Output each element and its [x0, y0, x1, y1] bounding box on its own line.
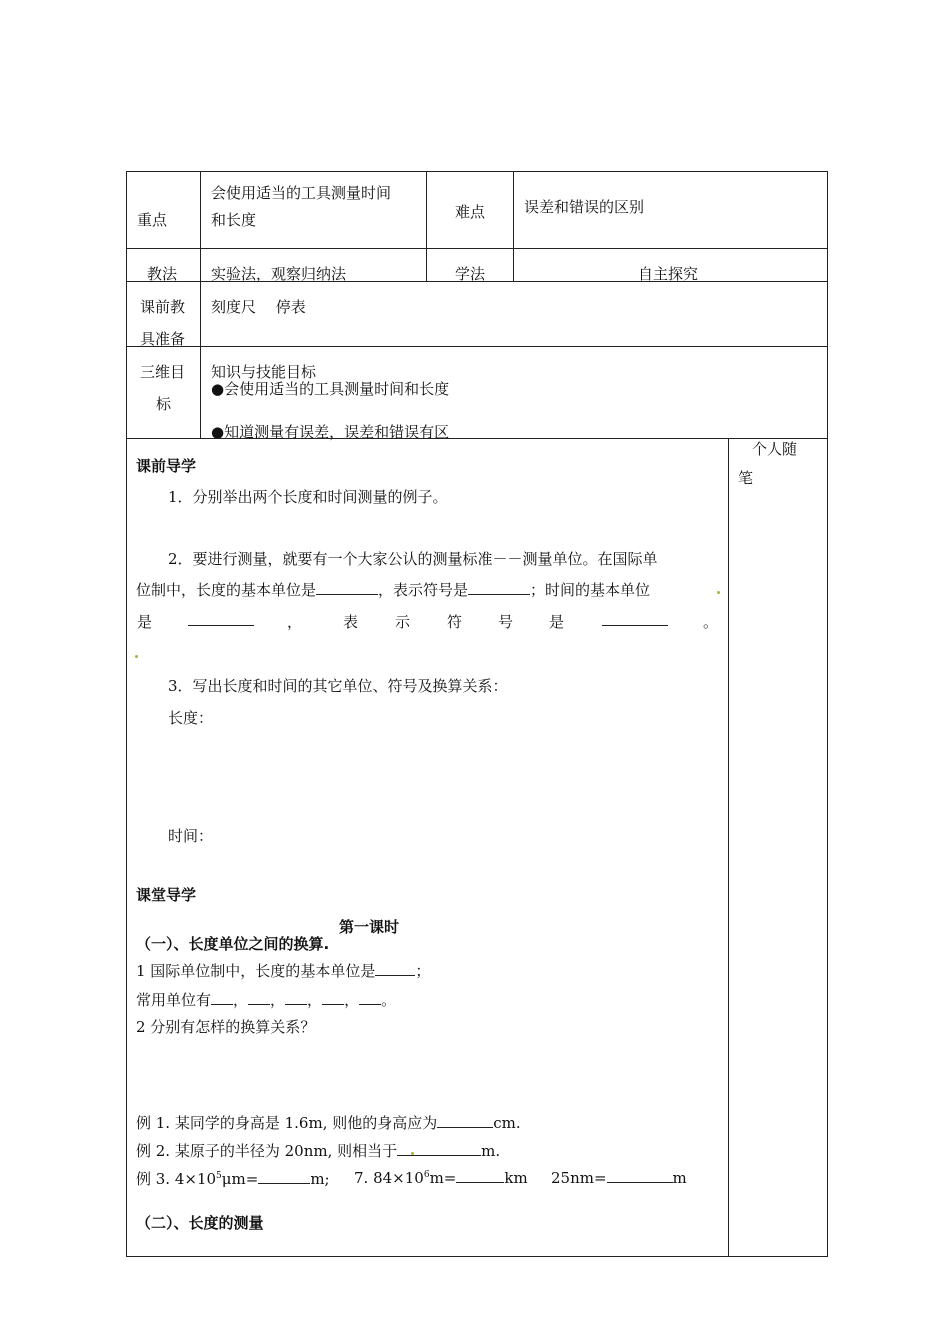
length-label: 长度：	[168, 709, 214, 727]
example-2: 例 2. 某原子的半径为 20nm, 则相当于 m.	[136, 1142, 501, 1160]
study-value: 自主探究	[638, 265, 699, 283]
goals-label-line2: 标	[156, 395, 172, 413]
lesson-title: 第一课时	[339, 918, 400, 936]
col-divider-mid1	[426, 171, 427, 281]
method-label: 教法	[147, 265, 178, 283]
notes-label-line2: 笔	[738, 469, 754, 487]
answer-blank[interactable]	[375, 961, 415, 976]
pre-class-q1: 1．分别举出两个长度和时间测量的例子。	[168, 488, 448, 506]
prep-label-line2: 具准备	[140, 330, 186, 348]
q2-line3-char: 示	[395, 613, 411, 631]
answer-blank[interactable]	[188, 611, 254, 626]
difficulty-label: 难点	[455, 203, 486, 221]
prep-label-line1: 课前教	[140, 298, 186, 316]
q2-line3-char: 表	[343, 613, 359, 631]
pre-class-q3: 3．写出长度和时间的其它单位、符号及换算关系：	[168, 677, 508, 695]
key-point-line1: 会使用适当的工具测量时间	[211, 184, 392, 202]
mark-dot	[411, 1152, 414, 1155]
table-border-right	[827, 171, 828, 1257]
difficulty-value: 误差和错误的区别	[524, 198, 645, 216]
q2-line3-char: 符	[447, 613, 463, 631]
q2-line3-char: 是	[549, 613, 565, 631]
col-divider-label	[200, 171, 201, 438]
goals-label-line1: 三维目	[140, 363, 186, 381]
answer-blank[interactable]	[322, 990, 344, 1005]
answer-blank[interactable]	[607, 1168, 673, 1183]
answer-blank[interactable]	[456, 1168, 504, 1183]
col-divider-notes	[728, 438, 729, 1256]
answer-blank[interactable]	[316, 580, 378, 595]
example-1: 例 1. 某同学的身高是 1.6m, 则他的身高应为 cm.	[136, 1114, 521, 1132]
study-label: 学法	[455, 265, 486, 283]
mark-dot	[717, 591, 720, 594]
example-3-part3: 25nm= m	[551, 1169, 687, 1187]
in-class-title: 课堂导学	[136, 886, 197, 904]
table-border-top	[126, 171, 828, 172]
answer-blank[interactable]	[437, 1113, 493, 1128]
method-value: 实验法，观察归纳法	[211, 265, 347, 283]
time-label: 时间：	[168, 827, 214, 845]
notes-label-line1: 个人随	[752, 440, 798, 458]
section-1-heading: （一）、长度单位之间的换算.	[136, 935, 330, 953]
table-border-left	[126, 171, 127, 1257]
answer-blank[interactable]	[248, 990, 270, 1005]
answer-blank[interactable]	[468, 580, 530, 595]
q2-line3-char: ，	[287, 613, 303, 631]
col-divider-mid2	[513, 171, 514, 281]
item-2: 2 分别有怎样的换算关系？	[136, 1018, 316, 1036]
prep-value: 刻度尺 停表	[211, 298, 306, 316]
answer-blank[interactable]	[602, 611, 668, 626]
row-divider-3	[126, 346, 828, 347]
q2-line3-char: 号	[498, 613, 514, 631]
answer-blank[interactable]	[397, 1141, 481, 1156]
answer-blank[interactable]	[258, 1169, 310, 1184]
answer-blank[interactable]	[211, 990, 233, 1005]
key-point-label: 重点	[137, 211, 168, 229]
row-divider-1	[126, 248, 828, 249]
table-border-bottom	[126, 1256, 828, 1257]
pre-class-q2-line1: 2．要进行测量，就要有一个大家公认的测量标准－－测量单位。在国际单	[168, 550, 658, 568]
pre-class-q2-line2: 位制中，长度的基本单位是 ，表示符号是 ；时间的基本单位	[136, 581, 651, 599]
item-1b: 常用单位有 ， ， ， ， 。	[136, 991, 397, 1009]
q2-line3-char: 是	[137, 613, 153, 631]
key-point-line2: 和长度	[211, 211, 257, 229]
pre-class-title: 课前导学	[136, 457, 197, 475]
goals-title: 知识与技能目标	[211, 363, 317, 381]
example-3: 例 3. $4\times 10^5\mu m= m$;	[136, 1170, 330, 1188]
q2-line3-char: 。	[703, 613, 719, 631]
goal-item-2: ●知道测量有误差，误差和错误有区	[211, 423, 450, 441]
goal-item-1: ●会使用适当的工具测量时间和长度	[211, 380, 450, 398]
example-3-part2: 7. $84\times 10^6m=$ km	[354, 1169, 528, 1187]
mark-dot	[135, 655, 138, 658]
section-2-heading: （二）、长度的测量	[136, 1214, 264, 1232]
answer-blank[interactable]	[285, 990, 307, 1005]
answer-blank[interactable]	[359, 990, 381, 1005]
item-1: 1 国际单位制中，长度的基本单位是 ；	[136, 962, 431, 980]
